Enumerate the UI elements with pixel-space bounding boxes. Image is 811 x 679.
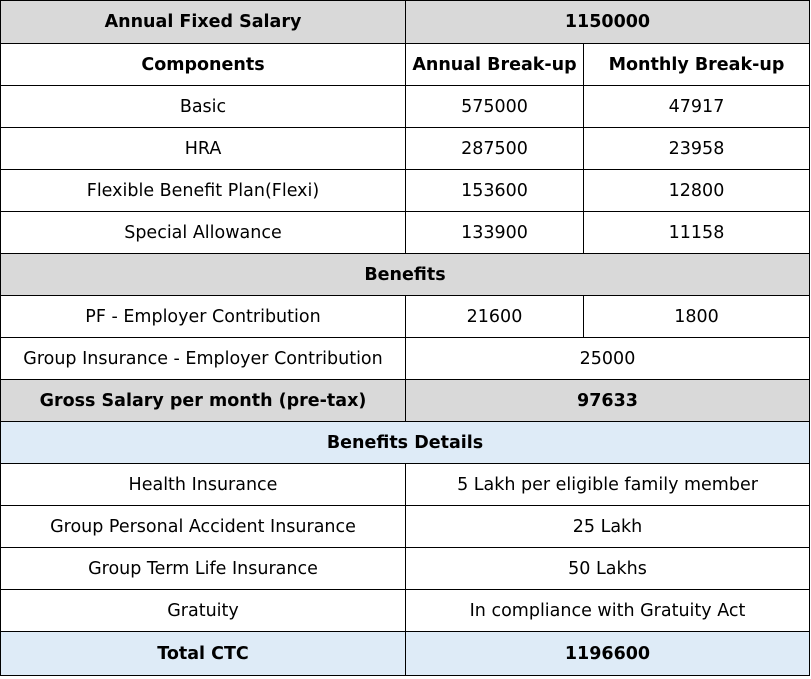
- component-annual: 287500: [406, 128, 584, 170]
- table-row: [1, 338, 810, 380]
- table-row: [1, 548, 810, 590]
- table-row: [1, 590, 810, 632]
- benefit-detail-name: Group Personal Accident Insurance: [1, 506, 406, 548]
- column-header-annual: Annual Break-up: [406, 44, 584, 86]
- benefits-title: Benefits: [1, 254, 810, 296]
- component-name: Flexible Benefit Plan(Flexi): [1, 170, 406, 212]
- annual-fixed-salary-value: 1150000: [406, 1, 810, 44]
- annual-fixed-salary-row: [1, 1, 810, 44]
- table-row: [1, 170, 810, 212]
- benefits-section-header: [1, 254, 810, 296]
- column-header-components: Components: [1, 44, 406, 86]
- pf-annual: 21600: [406, 296, 584, 338]
- component-annual: 575000: [406, 86, 584, 128]
- table-row: [1, 86, 810, 128]
- total-ctc-row: [1, 632, 810, 676]
- table-row: [1, 296, 810, 338]
- total-ctc-value: 1196600: [406, 632, 810, 676]
- total-ctc-label: Total CTC: [1, 632, 406, 676]
- benefit-detail-value: 5 Lakh per eligible family member: [406, 464, 810, 506]
- benefit-detail-value: 25 Lakh: [406, 506, 810, 548]
- table-row: [1, 506, 810, 548]
- pf-name: PF - Employer Contribution: [1, 296, 406, 338]
- benefit-detail-name: Group Term Life Insurance: [1, 548, 406, 590]
- component-monthly: 12800: [584, 170, 810, 212]
- pf-monthly: 1800: [584, 296, 810, 338]
- benefits-details-title: Benefits Details: [1, 422, 810, 464]
- benefit-detail-name: Gratuity: [1, 590, 406, 632]
- benefit-detail-name: Health Insurance: [1, 464, 406, 506]
- benefit-detail-value: In compliance with Gratuity Act: [406, 590, 810, 632]
- annual-fixed-salary-label: Annual Fixed Salary: [1, 1, 406, 44]
- component-name: HRA: [1, 128, 406, 170]
- benefits-details-section-header: [1, 422, 810, 464]
- component-monthly: 11158: [584, 212, 810, 254]
- component-monthly: 23958: [584, 128, 810, 170]
- component-annual: 133900: [406, 212, 584, 254]
- benefit-detail-value: 50 Lakhs: [406, 548, 810, 590]
- table-row: [1, 464, 810, 506]
- table-row: [1, 212, 810, 254]
- column-header-row: [1, 44, 810, 86]
- gross-salary-value: 97633: [406, 380, 810, 422]
- component-annual: 153600: [406, 170, 584, 212]
- component-name: Special Allowance: [1, 212, 406, 254]
- group-insurance-value: 25000: [406, 338, 810, 380]
- gross-salary-row: [1, 380, 810, 422]
- table-row: [1, 128, 810, 170]
- gross-salary-label: Gross Salary per month (pre-tax): [1, 380, 406, 422]
- component-monthly: 47917: [584, 86, 810, 128]
- group-insurance-name: Group Insurance - Employer Contribution: [1, 338, 406, 380]
- column-header-monthly: Monthly Break-up: [584, 44, 810, 86]
- component-name: Basic: [1, 86, 406, 128]
